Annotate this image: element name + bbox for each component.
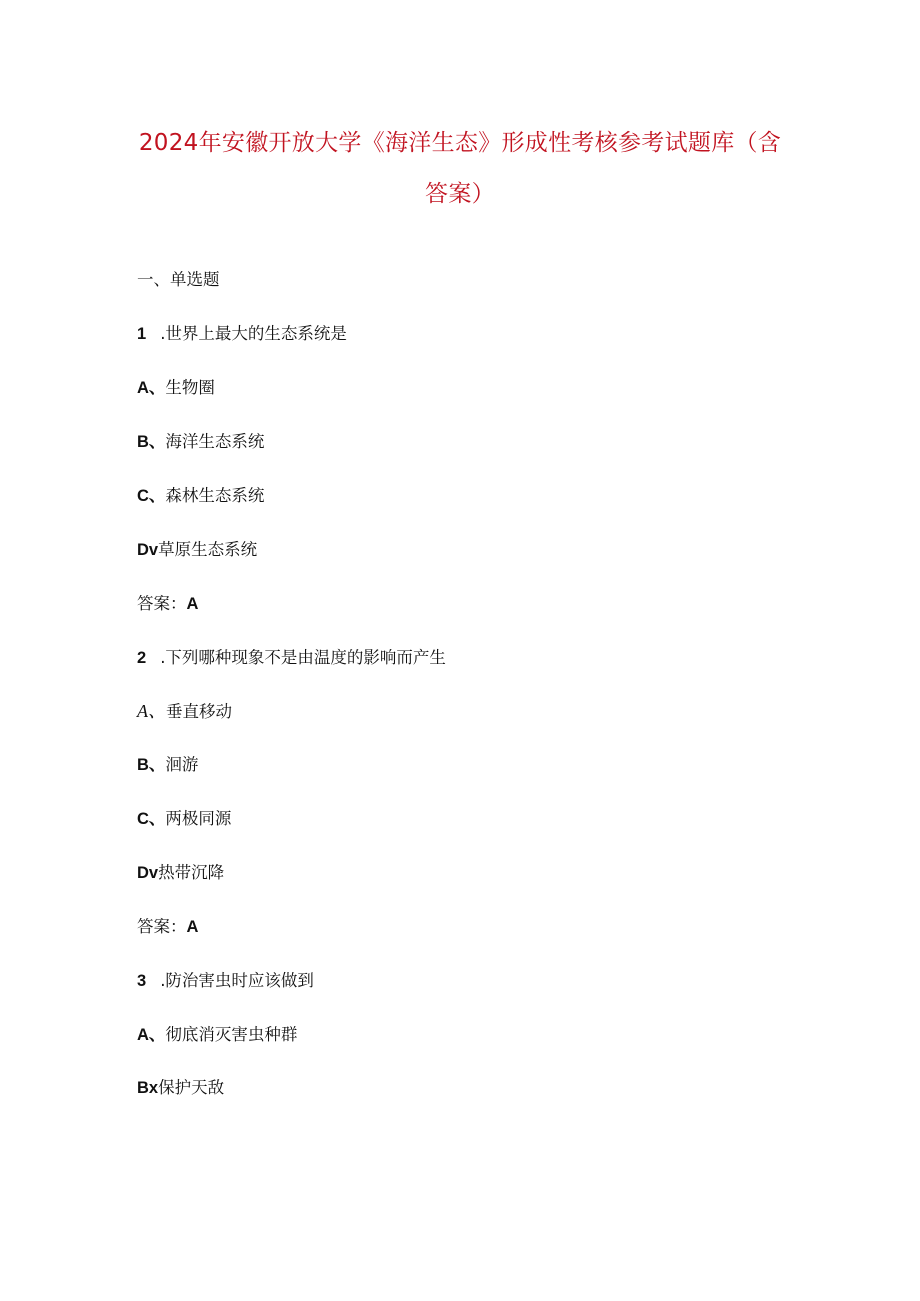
option-letter: B、 xyxy=(137,756,166,774)
question-number: 3 xyxy=(137,972,147,990)
option-text: 热带沉降 xyxy=(158,863,225,882)
option-letter: Dv xyxy=(137,541,159,559)
answer-label: 答案： xyxy=(137,594,187,613)
option-letter: C、 xyxy=(137,810,166,828)
question-text: .防治害虫时应该做到 xyxy=(160,971,314,990)
question-text: .下列哪种现象不是由温度的影响而产生 xyxy=(160,648,446,667)
section-heading: 一、单选题 xyxy=(137,270,220,289)
option-letter: C、 xyxy=(137,487,166,505)
option-text: 垂直移动 xyxy=(166,702,232,721)
question-2-answer xyxy=(137,917,198,937)
document-title-line2: 答案） xyxy=(425,181,495,207)
option-letter: Bx xyxy=(137,1079,159,1097)
answer-label: 答案： xyxy=(137,917,187,936)
answer-value: A xyxy=(186,595,199,613)
option-text: 森林生态系统 xyxy=(165,486,265,505)
document-title-line1: 2024年安徽开放大学《海洋生态》形成性考核参考试题库（含 xyxy=(138,130,782,156)
question-1-option-c xyxy=(137,486,264,506)
question-3-option-a xyxy=(137,1025,297,1045)
question-1-option-b xyxy=(137,432,264,452)
option-text: 两极同源 xyxy=(165,809,232,828)
option-text: 草原生态系统 xyxy=(158,540,258,559)
option-letter: A、 xyxy=(137,1026,166,1044)
option-text: 海洋生态系统 xyxy=(165,432,265,451)
option-letter: Dv xyxy=(137,864,159,882)
question-1-option-d xyxy=(137,540,257,560)
question-number: 2 xyxy=(137,649,147,667)
answer-value: A xyxy=(186,918,199,936)
question-2-option-b xyxy=(137,755,198,775)
option-letter: B、 xyxy=(137,433,166,451)
option-text: 保护天敌 xyxy=(158,1078,225,1097)
question-3-stem xyxy=(137,971,314,991)
question-2-stem xyxy=(137,648,446,668)
question-1-stem xyxy=(137,324,347,344)
question-2-option-a xyxy=(137,701,232,722)
option-text: 生物圈 xyxy=(165,378,215,397)
question-1-option-a xyxy=(137,378,215,398)
question-3-option-b xyxy=(137,1078,224,1098)
question-2-option-c xyxy=(137,809,231,829)
question-2-option-d xyxy=(137,863,224,883)
option-text: 彻底消灭害虫种群 xyxy=(165,1025,298,1044)
question-text: .世界上最大的生态系统是 xyxy=(160,324,347,343)
question-number: 1 xyxy=(137,325,147,343)
option-letter: A、 xyxy=(137,379,166,397)
option-letter: A、 xyxy=(137,701,166,721)
option-text: 洄游 xyxy=(165,755,199,774)
question-1-answer xyxy=(137,594,198,614)
